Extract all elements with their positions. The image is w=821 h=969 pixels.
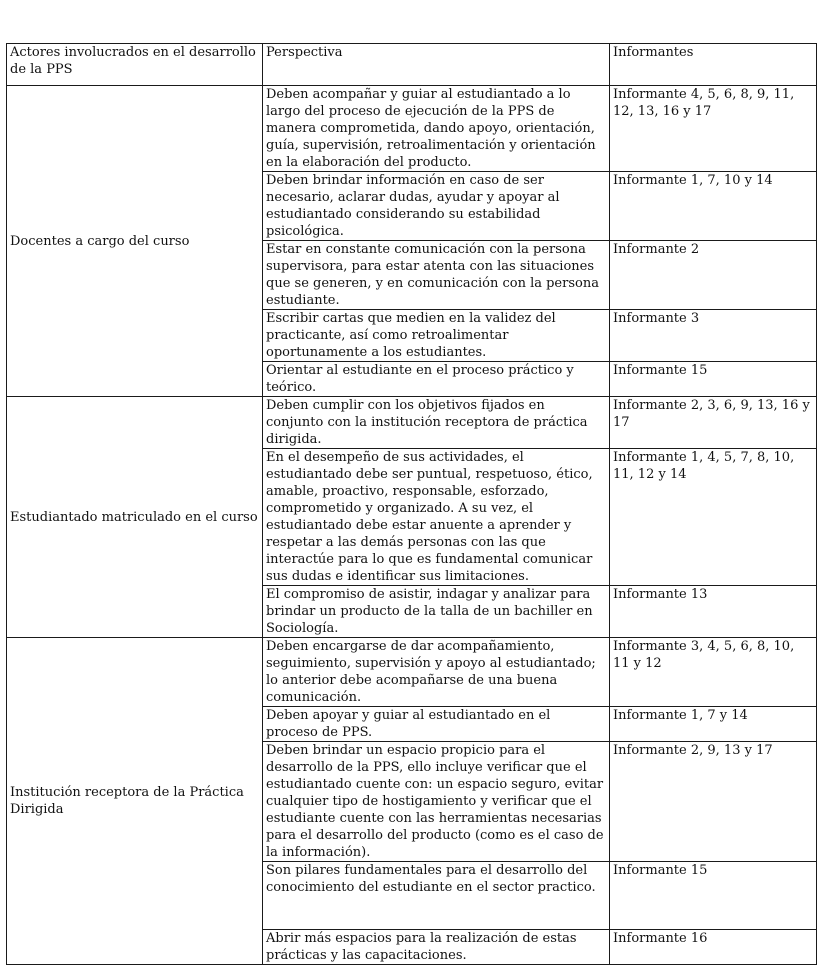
perspectiva-cell: Abrir más espacios para la realización de estas prácticas y las capacitaciones. bbox=[263, 930, 610, 965]
perspectiva-cell: Deben cumplir con los objetivos fijados en conjunto con la institución receptora de práctica dirigida. bbox=[263, 397, 610, 449]
perspectiva-cell: Deben brindar un espacio propicio para el desarrollo de la PPS, ello incluye verificar que el estudiantado cuente con: un espacio seguro, evitar cualquier tipo de hostigamiento y verificar que el estudiante cuente con las herramientas necesarias para el desarrollo del producto (como es el caso de la información). bbox=[263, 742, 610, 862]
informantes-cell: Informante 1, 7 y 14 bbox=[610, 707, 817, 742]
header-row bbox=[7, 44, 817, 86]
actor-estudiantado: Estudiantado matriculado en el curso bbox=[7, 397, 263, 638]
perspectiva-cell: Deben encargarse de dar acompañamiento, seguimiento, supervisión y apoyo al estudiantado; lo anterior debe acompañarse de una buena comunicación. bbox=[263, 638, 610, 707]
header-actores: Actores involucrados en el desarrollo de la PPS bbox=[7, 44, 263, 86]
perspectiva-cell: Orientar al estudiante en el proceso práctico y teórico. bbox=[263, 362, 610, 397]
perspectiva-cell: Deben acompañar y guiar al estudiantado a lo largo del proceso de ejecución de la PPS de manera comprometida, dando apoyo, orientación, guía, supervisión, retroalimentación y orientación en la elaboración del producto. bbox=[263, 86, 610, 172]
informantes-cell: Informante 2, 3, 6, 9, 13, 16 y 17 bbox=[610, 397, 817, 449]
table-row bbox=[7, 397, 817, 449]
perspectiva-cell: Deben apoyar y guiar al estudiantado en el proceso de PPS. bbox=[263, 707, 610, 742]
header-informantes: Informantes bbox=[610, 44, 817, 86]
informantes-cell: Informante 1, 4, 5, 7, 8, 10, 11, 12 y 14 bbox=[610, 449, 817, 586]
perspectiva-cell: Estar en constante comunicación con la persona supervisora, para estar atenta con las situaciones que se generen, y en comunicación con la persona estudiante. bbox=[263, 241, 610, 310]
informantes-cell: Informante 1, 7, 10 y 14 bbox=[610, 172, 817, 241]
informantes-cell: Informante 15 bbox=[610, 362, 817, 397]
informantes-cell: Informante 2 bbox=[610, 241, 817, 310]
header-perspectiva: Perspectiva bbox=[263, 44, 610, 86]
perspectiva-cell: El compromiso de asistir, indagar y analizar para brindar un producto de la talla de un bachiller en Sociología. bbox=[263, 586, 610, 638]
perspectiva-cell: En el desempeño de sus actividades, el estudiantado debe ser puntual, respetuoso, ético, amable, proactivo, responsable, esforzado, comprometido y organizado. A su vez, el estudiantado debe estar anuente a aprender y respetar a las demás personas con las que interactúe para lo que es fundamental comunicar sus dudas e identificar sus limitaciones. bbox=[263, 449, 610, 586]
informantes-cell: Informante 3, 4, 5, 6, 8, 10, 11 y 12 bbox=[610, 638, 817, 707]
informantes-cell: Informante 4, 5, 6, 8, 9, 11, 12, 13, 16 y 17 bbox=[610, 86, 817, 172]
perspectiva-cell: Escribir cartas que medien en la validez del practicante, así como retroalimentar oportunamente a los estudiantes. bbox=[263, 310, 610, 362]
informantes-cell: Informante 15 bbox=[610, 862, 817, 930]
table-row bbox=[7, 638, 817, 707]
perspectives-table bbox=[6, 43, 817, 965]
perspectiva-cell: Son pilares fundamentales para el desarrollo del conocimiento del estudiante en el sector practico. bbox=[263, 862, 610, 930]
informantes-cell: Informante 2, 9, 13 y 17 bbox=[610, 742, 817, 862]
actor-institucion: Institución receptora de la Práctica Dirigida bbox=[7, 638, 263, 965]
perspectiva-cell: Deben brindar información en caso de ser necesario, aclarar dudas, ayudar y apoyar al estudiantado considerando su estabilidad psicológica. bbox=[263, 172, 610, 241]
informantes-cell: Informante 13 bbox=[610, 586, 817, 638]
table-row bbox=[7, 86, 817, 172]
informantes-cell: Informante 16 bbox=[610, 930, 817, 965]
actor-docentes: Docentes a cargo del curso bbox=[7, 86, 263, 397]
informantes-cell: Informante 3 bbox=[610, 310, 817, 362]
